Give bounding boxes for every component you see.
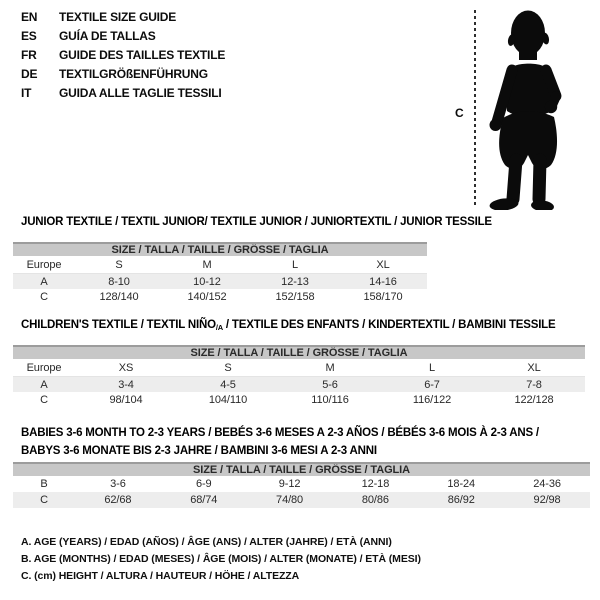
table-cell: 5-6	[322, 378, 338, 391]
babies-section-title	[21, 424, 539, 460]
table-cell: 104/110	[208, 394, 248, 406]
row-label: Europe	[13, 359, 75, 377]
lang-code: EN	[21, 10, 38, 24]
lang-label: TEXTILGRÖßENFÜHRUNG	[59, 66, 208, 81]
babies-title-line1: BABIES 3-6 MONTH TO 2-3 YEARS / BEBÉS 3-6 MESES A 2-3 AÑOS / BÉBÉS 3-6 MOIS À 2-3 ANS /	[21, 427, 539, 439]
table-cell: 80/86	[361, 494, 389, 506]
table-cell: 3-6	[110, 478, 126, 490]
table-cell: 68/74	[190, 494, 218, 506]
table-cell: 24-36	[533, 478, 561, 490]
table-row	[13, 476, 590, 492]
table-cell: 122/128	[514, 394, 554, 406]
table-cell: 18-24	[447, 478, 476, 490]
size-header-band: SIZE / TALLA / TAILLE / GRÖSSE / TAGLIA	[13, 346, 585, 359]
size-header-band: SIZE / TALLA / TAILLE / GRÖSSE / TAGLIA	[13, 243, 427, 256]
lang-label: TEXTILE SIZE GUIDE	[59, 10, 177, 24]
row-label: C	[40, 394, 48, 406]
children-title-subscript: /A	[215, 323, 223, 332]
lang-code: ES	[21, 28, 37, 43]
lang-label: GUIDA ALLE TAGLIE TESSILI	[59, 85, 222, 100]
table-cell: S	[177, 359, 279, 377]
table-cell: 74/80	[276, 494, 304, 506]
lang-code: DE	[21, 66, 38, 81]
table-cell: 6-7	[424, 378, 440, 391]
children-size-table	[13, 345, 585, 408]
table-row	[13, 289, 427, 305]
size-header-band: SIZE / TALLA / TAILLE / GRÖSSE / TAGLIA	[13, 463, 590, 476]
language-title-list	[21, 8, 225, 103]
table-cell: 158/170	[363, 291, 403, 303]
table-cell: L	[381, 359, 483, 377]
lang-label: GUIDE DES TAILLES TEXTILE	[59, 47, 226, 62]
table-cell: M	[163, 256, 251, 274]
table-cell: 116/122	[412, 394, 452, 406]
table-row	[13, 274, 427, 290]
table-cell: 9-12	[278, 478, 301, 490]
table-cell: 62/68	[104, 494, 132, 506]
table-cell: 4-5	[220, 378, 236, 391]
table-row	[13, 256, 427, 274]
table-cell: 92/98	[533, 494, 561, 506]
lang-row-en	[21, 8, 225, 27]
lang-row-es	[21, 27, 225, 46]
children-title-post: / TEXTILE DES ENFANTS / KINDERTEXTIL / BAMBINI TESSILE	[222, 319, 556, 331]
table-cell: XL	[483, 359, 585, 377]
babies-size-table	[13, 462, 590, 508]
table-cell: 140/152	[187, 291, 227, 303]
table-cell: 7-8	[526, 378, 542, 391]
row-label: A	[40, 378, 48, 391]
table-row	[13, 359, 585, 377]
table-cell: XL	[339, 256, 427, 274]
table-cell: 10-12	[193, 275, 221, 288]
table-row	[13, 243, 427, 256]
note-age-years: A. AGE (YEARS) / EDAD (AÑOS) / ÂGE (ANS) / ALTER (JAHRE) / ETÀ (ANNI)	[21, 536, 392, 548]
table-cell: M	[279, 359, 381, 377]
table-row	[13, 392, 585, 408]
lang-code: FR	[21, 47, 37, 62]
row-label: A	[40, 275, 48, 288]
lang-label: GUÍA DE TALLAS	[59, 28, 156, 43]
table-cell: 12-13	[281, 275, 309, 288]
table-cell: 3-4	[118, 378, 134, 391]
lang-row-it	[21, 84, 225, 103]
table-cell: 152/158	[275, 291, 315, 303]
legend-notes	[21, 534, 421, 586]
note-height-cm: C. (cm) HEIGHT / ALTURA / HAUTEUR / HÖHE / ALTEZZA	[21, 570, 300, 583]
row-label: C	[40, 494, 48, 506]
junior-size-table	[13, 242, 427, 305]
junior-section-title: JUNIOR TEXTILE / TEXTIL JUNIOR/ TEXTILE JUNIOR / JUNIORTEXTIL / JUNIOR TESSILE	[21, 216, 492, 228]
lang-row-fr	[21, 46, 225, 65]
table-cell: 12-18	[361, 478, 390, 490]
note-age-months: B. AGE (MONTHS) / EDAD (MESES) / ÂGE (MOIS) / ALTER (MONATE) / ETÀ (MESI)	[21, 553, 421, 566]
children-title-pre: CHILDREN'S TEXTILE / TEXTIL NIÑO	[21, 319, 216, 331]
row-label: B	[40, 478, 48, 490]
children-section-title	[21, 319, 555, 332]
table-cell: 14-16	[369, 275, 397, 288]
table-cell: S	[75, 256, 163, 274]
lang-code: IT	[21, 85, 32, 100]
table-cell: 128/140	[99, 291, 139, 303]
lang-row-de	[21, 65, 225, 84]
row-label: Europe	[13, 256, 75, 274]
table-row	[13, 377, 585, 393]
table-row	[13, 463, 590, 476]
table-cell: 110/116	[311, 394, 349, 406]
height-measure-label: C	[455, 106, 464, 120]
toddler-silhouette-icon	[486, 8, 568, 210]
table-cell: L	[251, 256, 339, 274]
height-measure-dotted-line	[474, 10, 476, 206]
table-cell: 86/92	[447, 494, 475, 506]
table-cell: 98/104	[109, 394, 143, 406]
table-cell: XS	[75, 359, 177, 377]
table-cell: 8-10	[108, 275, 130, 288]
table-row	[13, 346, 585, 359]
table-row	[13, 492, 590, 508]
row-label: C	[40, 291, 48, 303]
table-cell: 6-9	[195, 478, 212, 490]
babies-title-line2: BABYS 3-6 MONATE BIS 2-3 JAHRE / BAMBINI 3-6 MESI A 2-3 ANNI	[21, 445, 377, 457]
